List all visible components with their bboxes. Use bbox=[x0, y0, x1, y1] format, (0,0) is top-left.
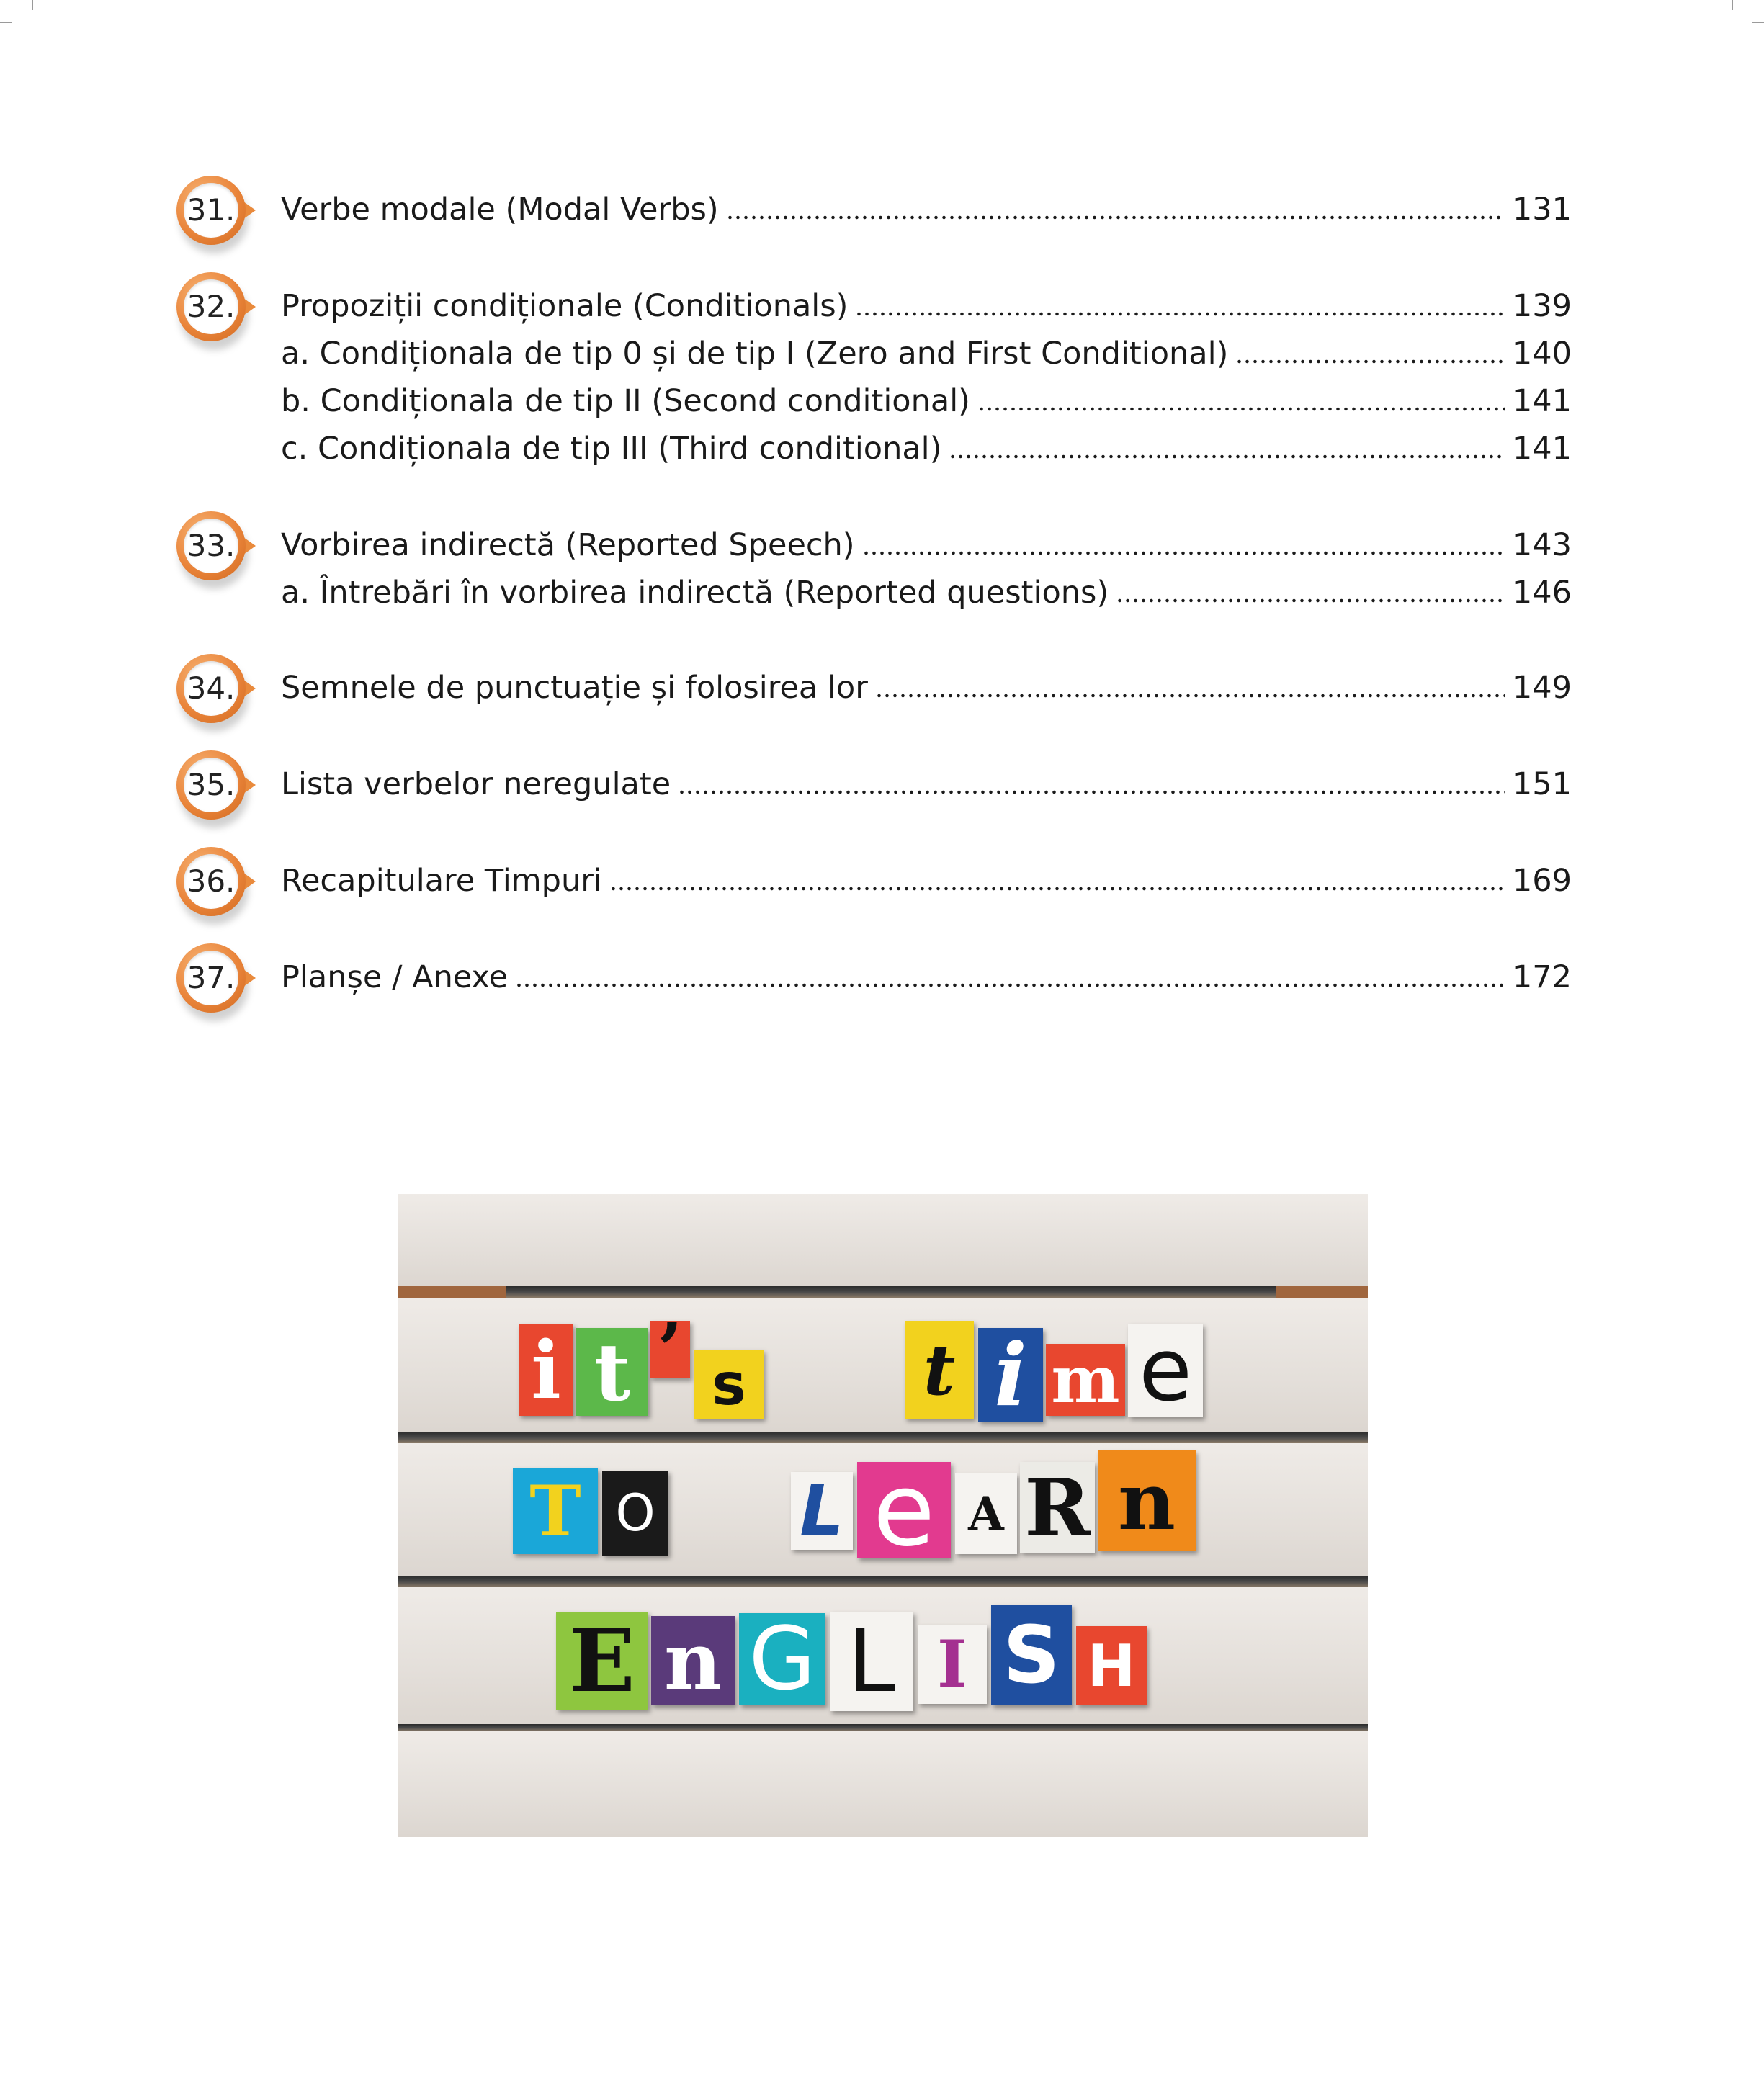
letter-tile: S bbox=[991, 1605, 1072, 1705]
chapter-number-badge bbox=[176, 511, 246, 580]
letter-tile: e bbox=[857, 1462, 951, 1558]
crop-mark bbox=[32, 0, 33, 10]
letter-tile: i bbox=[978, 1328, 1043, 1422]
letter-tile: e bbox=[1128, 1324, 1203, 1417]
page-number: 149 bbox=[1512, 670, 1572, 706]
dot-leader bbox=[1235, 358, 1505, 365]
letter-tile: I bbox=[918, 1625, 987, 1704]
chapter-number-badge bbox=[176, 654, 246, 723]
letter-tile: ’ bbox=[650, 1321, 690, 1378]
chapter-number-badge bbox=[176, 943, 246, 1013]
plank-gap bbox=[398, 1286, 1368, 1298]
toc-line[interactable] bbox=[281, 186, 1572, 233]
toc-line[interactable] bbox=[281, 521, 1572, 569]
letter-tile: T bbox=[513, 1468, 598, 1554]
dot-leader bbox=[609, 885, 1505, 892]
chapter-number: 34. bbox=[187, 670, 236, 706]
chapter-number: 31. bbox=[187, 192, 236, 228]
toc-title: Semnele de punctuație și folosirea lor bbox=[281, 670, 868, 706]
dot-leader bbox=[977, 405, 1505, 413]
letter-tile: L bbox=[830, 1612, 913, 1711]
toc-title: Planșe / Anexe bbox=[281, 959, 509, 995]
wood-plank bbox=[398, 1194, 1368, 1286]
letter-tile: t bbox=[905, 1321, 974, 1419]
page-number: 151 bbox=[1512, 766, 1572, 802]
letter-tile: s bbox=[694, 1350, 764, 1419]
page-number: 140 bbox=[1512, 336, 1572, 372]
toc-subtitle: c. Condiționala de tip III (Third conditional) bbox=[281, 431, 942, 467]
page-number: 169 bbox=[1512, 863, 1572, 899]
toc-line[interactable] bbox=[281, 664, 1572, 712]
toc-title: Vorbirea indirectă (Reported Speech) bbox=[281, 527, 855, 563]
chapter-number-badge bbox=[176, 176, 246, 245]
toc-title: Propoziții condiționale (Conditionals) bbox=[281, 288, 849, 324]
toc-line[interactable] bbox=[281, 330, 1572, 377]
crop-mark bbox=[1752, 22, 1764, 23]
toc-line[interactable] bbox=[281, 953, 1572, 1001]
letter-tile: H bbox=[1076, 1626, 1147, 1705]
dot-leader bbox=[1116, 597, 1505, 604]
toc-line[interactable] bbox=[281, 857, 1572, 905]
chapter-number: 35. bbox=[187, 767, 236, 802]
letter-tile: G bbox=[739, 1613, 825, 1705]
toc-line[interactable] bbox=[281, 569, 1572, 616]
toc-title: Lista verbelor neregulate bbox=[281, 766, 671, 802]
letter-tile: n bbox=[651, 1616, 735, 1705]
letter-tile: A bbox=[955, 1473, 1017, 1554]
letter-tile: R bbox=[1020, 1462, 1095, 1553]
dot-leader bbox=[862, 549, 1505, 557]
dot-leader bbox=[678, 789, 1505, 796]
plank-gap bbox=[398, 1576, 1368, 1587]
toc-line[interactable] bbox=[281, 282, 1572, 330]
chapter-number: 37. bbox=[187, 960, 236, 995]
its-time-to-learn-english-image bbox=[398, 1194, 1368, 1837]
toc-line[interactable] bbox=[281, 377, 1572, 425]
letter-tile: i bbox=[519, 1324, 573, 1416]
chapter-number: 36. bbox=[187, 863, 236, 899]
chapter-number-badge bbox=[176, 847, 246, 916]
letter-tile: t bbox=[576, 1328, 648, 1416]
toc-line[interactable] bbox=[281, 425, 1572, 472]
page-number: 139 bbox=[1512, 288, 1572, 324]
page-number: 143 bbox=[1512, 527, 1572, 563]
letter-tile: n bbox=[1098, 1450, 1196, 1551]
dot-leader bbox=[949, 453, 1505, 460]
dot-leader bbox=[515, 982, 1505, 989]
chapter-number-badge bbox=[176, 272, 246, 341]
plank-gap bbox=[398, 1432, 1368, 1443]
toc-title: Verbe modale (Modal Verbs) bbox=[281, 192, 719, 228]
toc-line[interactable] bbox=[281, 760, 1572, 808]
crop-mark bbox=[0, 22, 12, 23]
dot-leader bbox=[726, 214, 1505, 221]
page-number: 141 bbox=[1512, 431, 1572, 467]
page-number: 131 bbox=[1512, 192, 1572, 228]
chapter-number-badge bbox=[176, 750, 246, 820]
crop-mark bbox=[1732, 0, 1733, 10]
toc-subtitle: b. Condiționala de tip II (Second conditional) bbox=[281, 383, 970, 419]
dot-leader bbox=[855, 310, 1505, 318]
chapter-number: 32. bbox=[187, 289, 236, 324]
letter-tile: O bbox=[602, 1471, 668, 1556]
page-number: 146 bbox=[1512, 575, 1572, 611]
page-number: 172 bbox=[1512, 959, 1572, 995]
toc-subtitle: a. Întrebări în vorbirea indirectă (Reported questions) bbox=[281, 575, 1109, 611]
wood-edge bbox=[1276, 1286, 1368, 1298]
toc-subtitle: a. Condiționala de tip 0 și de tip I (Zero and First Conditional) bbox=[281, 336, 1229, 372]
wood-edge bbox=[398, 1286, 506, 1298]
chapter-number: 33. bbox=[187, 528, 236, 563]
letter-tile: m bbox=[1046, 1344, 1125, 1416]
letter-tile: L bbox=[791, 1472, 853, 1550]
toc-title: Recapitulare Timpuri bbox=[281, 863, 602, 899]
letter-tile: E bbox=[556, 1612, 648, 1710]
plank-gap bbox=[398, 1724, 1368, 1731]
wood-plank bbox=[398, 1731, 1368, 1837]
page-number: 141 bbox=[1512, 383, 1572, 419]
dot-leader bbox=[875, 692, 1505, 699]
